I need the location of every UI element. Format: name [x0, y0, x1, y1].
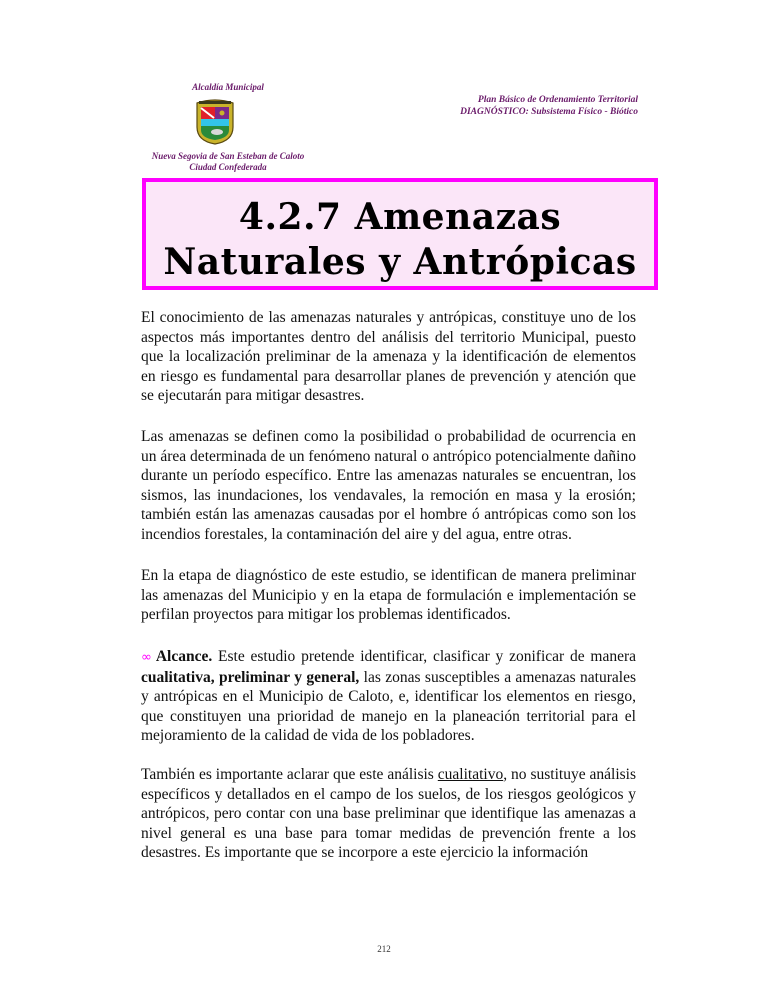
paragraph-3: En la etapa de diagnóstico de este estudio, se identifican de manera preliminar las amenazas del Municipio y en la etapa de formulación e implementación se perfilan proyectos para mitigar los problemas identificados. — [141, 567, 636, 623]
municipality-line1: Nueva Segovia de San Esteban de Caloto — [151, 151, 305, 161]
paragraph-5 — [141, 765, 636, 863]
section-title-box — [142, 178, 658, 290]
infinity-bullet-icon: ∞ — [141, 650, 152, 665]
paragraph-2: Las amenazas se definen como la posibilidad o probabilidad de ocurrencia en un área determinada de un fenómeno natural o antrópico potencialmente dañino durante un período específico. Entre las amenazas naturales se encuentran, los sismos, las inundaciones, los vendavales, la remoción en masa y la erosión; también están las amenazas causadas por el hombre ó antrópicas como son los incendios forestales, la contaminación del aire y del agua, entre otras. — [141, 428, 636, 543]
alcance-label: Alcance. — [155, 648, 213, 665]
alcance-text-b: las zonas susceptibles a amenazas naturales y antrópicas en el Municipio de Caloto, e, identificar los elementos en riesgo, que constituyen una prioridad de manejo en la planeación territorial para el mejoramiento de la calidad de vida de los pobladores. — [141, 668, 636, 744]
alcance-bold: cualitativa, preliminar y general, — [141, 668, 360, 686]
p5-text-a: También es importante aclarar que este análisis — [141, 766, 438, 783]
coat-of-arms-icon — [193, 97, 237, 145]
section-title-line2: Naturales y Antrópicas — [163, 241, 637, 283]
plan-title: Plan Básico de Ordenamiento Territorial — [477, 95, 638, 105]
header-plan — [460, 94, 638, 118]
plan-subtitle: DIAGNÓSTICO: Subsistema Físico - Biótico — [460, 107, 638, 117]
municipality-line2: Ciudad Confederada — [189, 162, 267, 172]
p5-text-b: , no sustituye análisis específicos y detallados en el campo de los suelos, de los riesgos geológicos y antrópicos, pero contar con una base preliminar que identifique las amenazas a nivel general es una base para tomar medidas de prevención frente a los desastres. Es importante que se incorpore a este ejercicio la información — [141, 766, 637, 861]
p5-underlined: cualitativo — [437, 766, 504, 783]
paragraph-alcance — [141, 647, 636, 746]
alcance-text-a: Este estudio pretende identificar, clasificar y zonificar de manera — [212, 648, 636, 665]
paragraph-1: El conocimiento de las amenazas naturales y antrópicas, constituye uno de los aspectos más importantes dentro del análisis del territorio Municipal, puesto que la localización preliminar de la amenaza y la identificación de elementos en riesgo es fundamental para desarrollar planes de prevención y atención que se ejecutarán para mitigar desastres. — [141, 309, 636, 404]
section-title — [146, 182, 654, 285]
header-org — [138, 82, 318, 93]
section-title-line1: 4.2.7 Amenazas — [238, 196, 562, 238]
header-municipality — [138, 151, 318, 173]
org-name: Alcaldía Municipal — [192, 82, 264, 92]
page-number: 212 — [377, 944, 391, 954]
